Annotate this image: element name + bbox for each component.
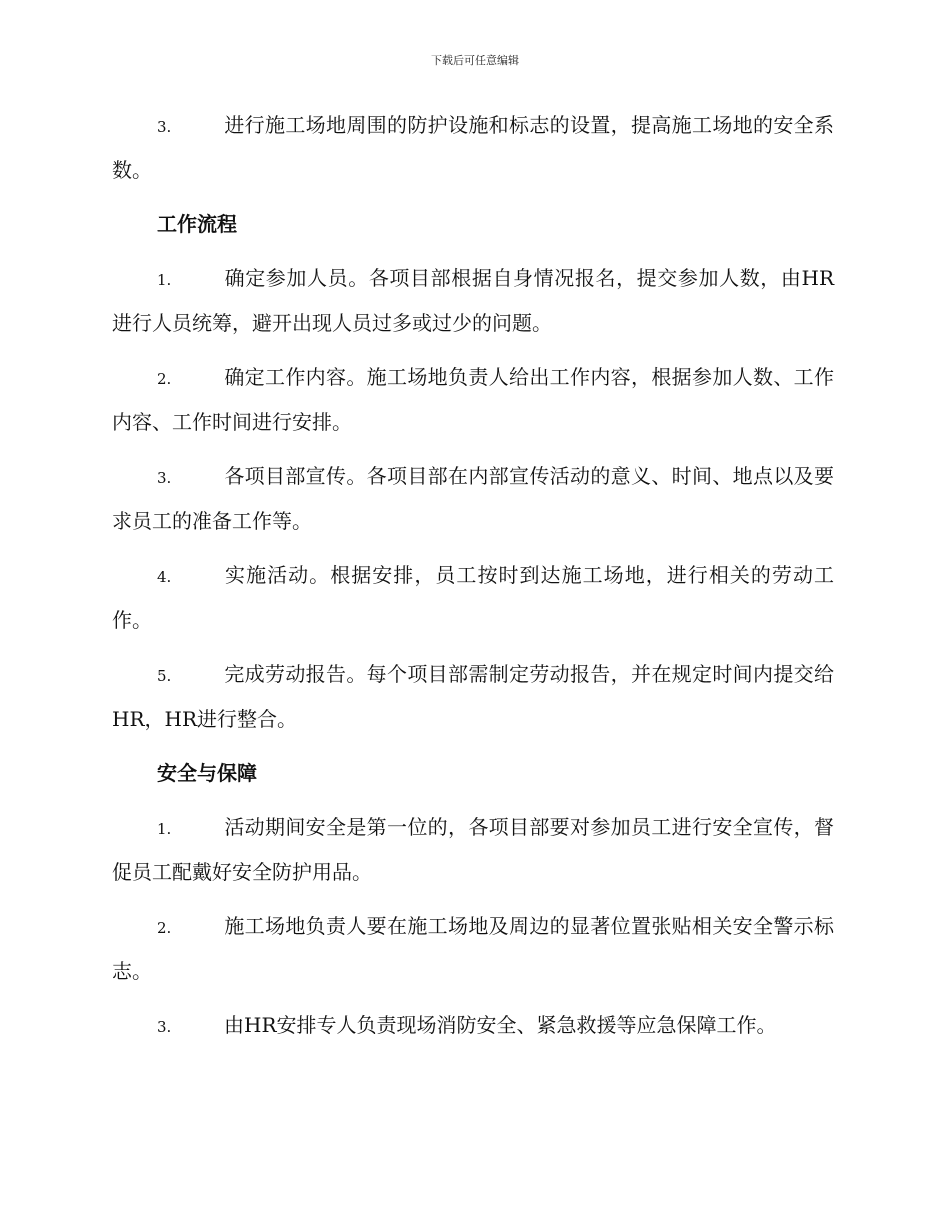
- list-item: [112, 905, 834, 993]
- section-heading: 工作流程: [157, 212, 237, 236]
- list-number: 2.: [157, 370, 172, 388]
- list-number: 1.: [157, 820, 172, 838]
- list-item: [112, 653, 834, 741]
- page-header: 下载后可任意编辑: [431, 54, 519, 67]
- list-number: 2.: [157, 919, 172, 937]
- list-number: 3.: [157, 469, 172, 487]
- list-item: [112, 455, 834, 543]
- list-text: 完成劳动报告。每个项目部需制定劳动报告，并在规定时间内提交给HR，HR进行整合。: [112, 662, 834, 731]
- list-text: 进行施工场地周围的防护设施和标志的设置，提高施工场地的安全系数。: [112, 113, 834, 182]
- section-heading: 安全与保障: [157, 761, 257, 785]
- list-item: [112, 104, 834, 192]
- list-text: 各项目部宣传。各项目部在内部宣传活动的意义、时间、地点以及要求员工的准备工作等。: [112, 464, 834, 533]
- document-body: [112, 104, 834, 1060]
- list-number: 3.: [157, 1018, 172, 1036]
- list-number: 3.: [157, 118, 172, 136]
- list-text: 施工场地负责人要在施工场地及周边的显著位置张贴相关安全警示标志。: [112, 914, 834, 983]
- list-item: [112, 554, 834, 642]
- list-text: 活动期间安全是第一位的，各项目部要对参加员工进行安全宣传，督促员工配戴好安全防护用品。: [112, 815, 834, 884]
- list-number: 1.: [157, 271, 172, 289]
- list-item: [112, 806, 834, 894]
- list-number: 5.: [157, 667, 172, 685]
- list-text: 确定参加人员。各项目部根据自身情况报名，提交参加人数，由HR进行人员统筹，避开出现人员过多或过少的问题。: [112, 266, 834, 335]
- list-number: 4.: [157, 568, 172, 586]
- list-text: 实施活动。根据安排，员工按时到达施工场地，进行相关的劳动工作。: [112, 563, 834, 632]
- list-text: 由HR安排专人负责现场消防安全、紧急救援等应急保障工作。: [224, 1013, 777, 1037]
- list-item: [112, 257, 834, 345]
- list-item: [112, 356, 834, 444]
- list-item: [112, 1004, 834, 1049]
- list-text: 确定工作内容。施工场地负责人给出工作内容，根据参加人数、工作内容、工作时间进行安排。: [112, 365, 834, 434]
